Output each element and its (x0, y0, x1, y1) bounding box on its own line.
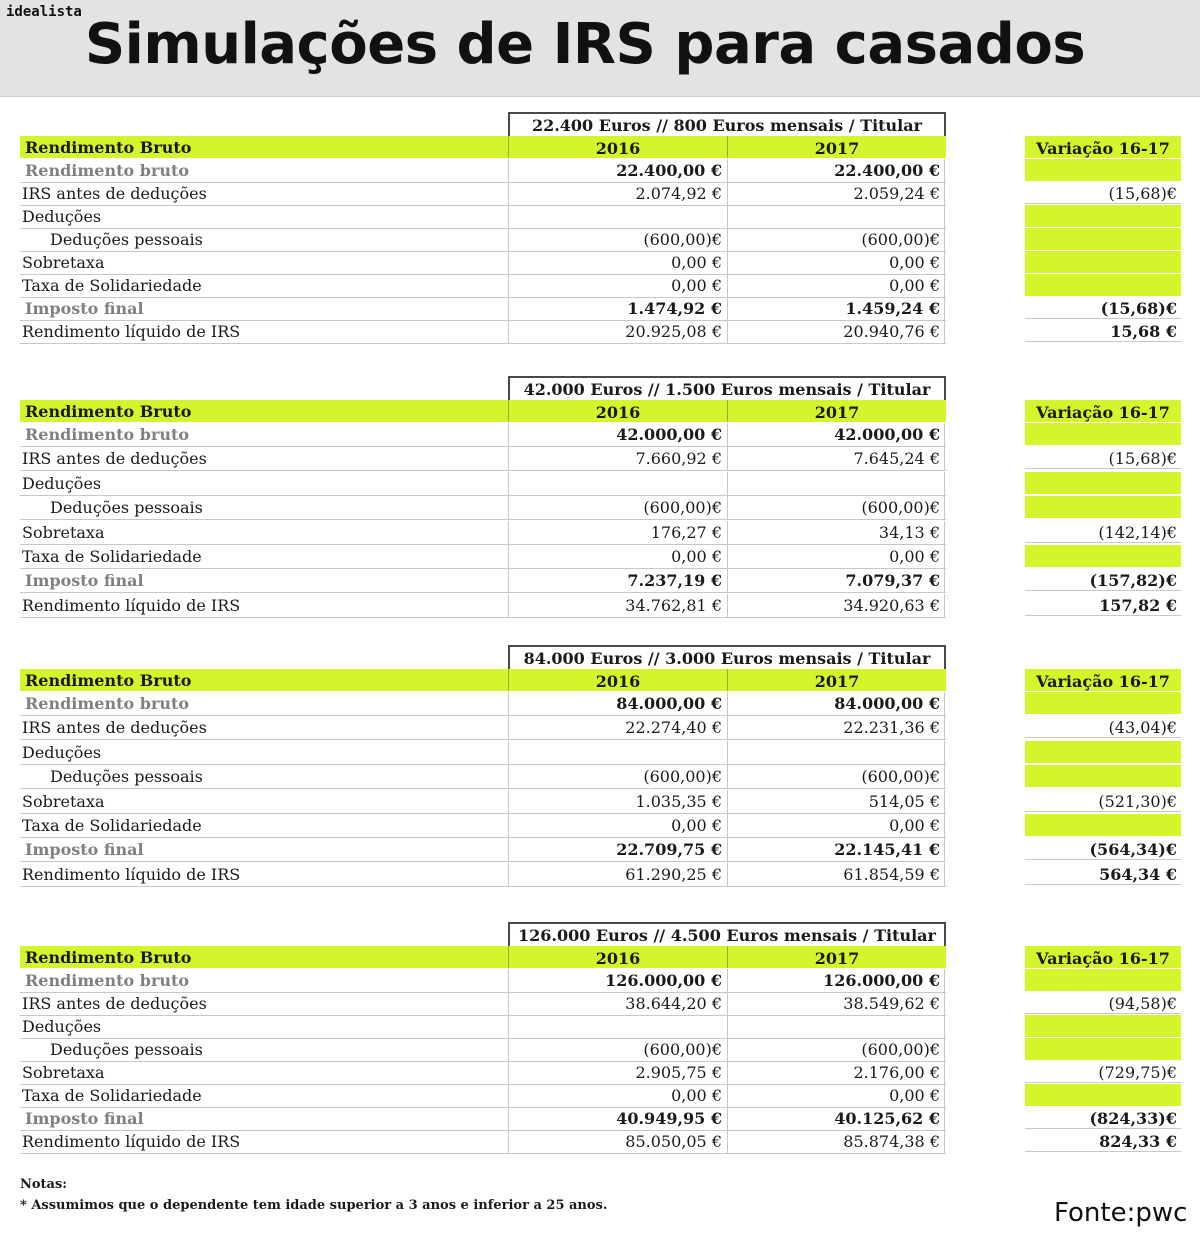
header-year-2017: 2017 (727, 669, 946, 691)
value-2017: 0,00 € (727, 1084, 945, 1107)
table-row (20, 447, 946, 471)
value-2016: 7.237,19 € (508, 569, 726, 592)
variation-cell (1025, 969, 1181, 991)
row-label: Rendimento bruto (25, 971, 190, 990)
variation-cell (1025, 251, 1181, 273)
value-2017: 0,00 € (727, 545, 945, 568)
header-year-2017: 2017 (727, 946, 946, 968)
value-2017: 61.854,59 € (727, 863, 945, 886)
variation-cell: (15,68)€ (1025, 182, 1181, 204)
table-caption: 42.000 Euros // 1.500 Euros mensais / Titular (508, 376, 946, 400)
header-year-2017: 2017 (727, 400, 946, 422)
value-2016 (508, 1015, 726, 1038)
row-label: Deduções (22, 473, 102, 493)
header-year-2016: 2016 (508, 669, 727, 691)
variation-cell: (157,82)€ (1025, 569, 1181, 591)
row-label: Sobretaxa (22, 253, 105, 272)
variation-cell (1025, 274, 1181, 296)
table-header-row (20, 669, 946, 691)
value-2017: 1.459,24 € (727, 297, 945, 320)
value-2016 (508, 472, 726, 495)
value-2017: 84.000,00 € (727, 692, 945, 715)
table-row (20, 1061, 946, 1085)
table-row (20, 863, 946, 887)
row-label: Taxa de Solidariedade (22, 816, 202, 835)
table-row (20, 159, 946, 183)
variation-header: Variação 16-17 (1025, 669, 1181, 691)
value-2016: 1.474,92 € (508, 297, 726, 320)
notes-text: * Assumimos que o dependente tem idade superior a 3 anos e inferior a 25 anos. (20, 1198, 608, 1213)
variation-cell: (94,58)€ (1025, 992, 1181, 1014)
value-2016: 126.000,00 € (508, 969, 726, 992)
row-label: Taxa de Solidariedade (22, 276, 202, 295)
value-2016 (508, 205, 726, 228)
notes-title: Notas: (20, 1177, 68, 1192)
value-2017: 514,05 € (727, 790, 945, 813)
table-row (20, 1084, 946, 1108)
table-row (20, 320, 946, 344)
row-label: Deduções pessoais (50, 498, 203, 518)
row-label: Sobretaxa (22, 791, 105, 811)
value-2017: (600,00)€ (727, 765, 945, 788)
variation-cell (1025, 814, 1181, 836)
table-row (20, 814, 946, 838)
value-2017: 42.000,00 € (727, 423, 945, 446)
row-label: Imposto final (25, 1109, 144, 1128)
row-label: Imposto final (25, 299, 144, 318)
row-label: Rendimento líquido de IRS (22, 322, 241, 341)
table-row (20, 969, 946, 993)
variation-cell (1025, 1015, 1181, 1037)
value-2016: (600,00)€ (508, 228, 726, 251)
table-row (20, 545, 946, 569)
value-2016: 0,00 € (508, 274, 726, 297)
row-label: Sobretaxa (22, 522, 105, 542)
value-2017: 22.400,00 € (727, 159, 945, 182)
table-row (20, 1038, 946, 1062)
variation-cell: 564,34 € (1025, 863, 1181, 885)
value-2016: 38.644,20 € (508, 992, 726, 1015)
value-2017: 7.645,24 € (727, 447, 945, 470)
variation-cell (1025, 228, 1181, 250)
variation-header: Variação 16-17 (1025, 400, 1181, 422)
variation-cell (1025, 545, 1181, 567)
header-year-2017: 2017 (727, 136, 946, 158)
variation-header: Variação 16-17 (1025, 136, 1181, 158)
value-2017: 126.000,00 € (727, 969, 945, 992)
value-2016: (600,00)€ (508, 765, 726, 788)
value-2017 (727, 1015, 945, 1038)
header-label: Rendimento Bruto (25, 402, 192, 421)
value-2016: 85.050,05 € (508, 1130, 726, 1153)
table-row (20, 790, 946, 814)
table-row (20, 716, 946, 740)
value-2016: (600,00)€ (508, 496, 726, 519)
value-2016: 22.709,75 € (508, 838, 726, 861)
value-2016: 2.905,75 € (508, 1061, 726, 1084)
value-2016: 0,00 € (508, 814, 726, 837)
row-label: Deduções (22, 1017, 102, 1036)
value-2017: 40.125,62 € (727, 1107, 945, 1130)
table-row (20, 496, 946, 520)
row-label: Sobretaxa (22, 1063, 105, 1082)
table-row (20, 1107, 946, 1131)
value-2016: 34.762,81 € (508, 594, 726, 617)
table-caption: 126.000 Euros // 4.500 Euros mensais / Titular (508, 922, 946, 946)
value-2017: (600,00)€ (727, 1038, 945, 1061)
value-2016: 22.274,40 € (508, 716, 726, 739)
variation-cell: (15,68)€ (1025, 297, 1181, 319)
value-2016: 176,27 € (508, 521, 726, 544)
table-header-row (20, 136, 946, 158)
value-2016: 0,00 € (508, 251, 726, 274)
table-row (20, 472, 946, 496)
value-2016: 22.400,00 € (508, 159, 726, 182)
table-row (20, 274, 946, 298)
variation-cell (1025, 741, 1181, 763)
variation-cell: 157,82 € (1025, 594, 1181, 616)
value-2017: 2.176,00 € (727, 1061, 945, 1084)
table-row (20, 228, 946, 252)
header-year-2016: 2016 (508, 400, 727, 422)
value-2017: 7.079,37 € (727, 569, 945, 592)
variation-cell: (43,04)€ (1025, 716, 1181, 738)
variation-cell (1025, 765, 1181, 787)
value-2017: 22.231,36 € (727, 716, 945, 739)
table-caption: 22.400 Euros // 800 Euros mensais / Titular (508, 112, 946, 136)
row-label: Rendimento bruto (25, 425, 190, 444)
table-row (20, 1015, 946, 1039)
variation-header: Variação 16-17 (1025, 946, 1181, 968)
variation-cell: (824,33)€ (1025, 1107, 1181, 1129)
header-year-2016: 2016 (508, 946, 727, 968)
page-title: Simulações de IRS para casados (84, 12, 1086, 77)
value-2017: 22.145,41 € (727, 838, 945, 861)
table-row (20, 297, 946, 321)
row-label: Imposto final (25, 571, 144, 591)
table-row (20, 521, 946, 545)
table-row (20, 992, 946, 1016)
row-label: Taxa de Solidariedade (22, 547, 202, 566)
value-2017: 34.920,63 € (727, 594, 945, 617)
table-row (20, 838, 946, 862)
table-row (20, 423, 946, 447)
table-header-row (20, 946, 946, 968)
row-label: Rendimento bruto (25, 694, 190, 713)
variation-cell (1025, 205, 1181, 227)
row-label: Deduções pessoais (50, 1040, 203, 1059)
row-label: Taxa de Solidariedade (22, 1086, 202, 1105)
row-label: Rendimento líquido de IRS (22, 595, 241, 615)
header-label: Rendimento Bruto (25, 671, 192, 690)
variation-cell (1025, 472, 1181, 494)
value-2017: 0,00 € (727, 251, 945, 274)
table-row (20, 765, 946, 789)
value-2016: 1.035,35 € (508, 790, 726, 813)
row-label: IRS antes de deduções (22, 994, 207, 1013)
value-2017: 20.940,76 € (727, 320, 945, 343)
value-2017: 34,13 € (727, 521, 945, 544)
row-label: IRS antes de deduções (22, 449, 207, 469)
variation-cell: (564,34)€ (1025, 838, 1181, 860)
table-row (20, 569, 946, 593)
row-label: Deduções (22, 207, 102, 226)
variation-cell (1025, 496, 1181, 518)
row-label: Deduções pessoais (50, 767, 203, 787)
header-label: Rendimento Bruto (25, 948, 192, 967)
variation-cell: (142,14)€ (1025, 521, 1181, 543)
variation-cell: 15,68 € (1025, 320, 1181, 342)
row-label: Rendimento líquido de IRS (22, 864, 241, 884)
variation-cell (1025, 423, 1181, 445)
variation-cell (1025, 1084, 1181, 1106)
row-label: Deduções (22, 742, 102, 762)
brand-logo: idealista (6, 4, 82, 20)
value-2016: 42.000,00 € (508, 423, 726, 446)
value-2017 (727, 741, 945, 764)
value-2017: (600,00)€ (727, 496, 945, 519)
value-2017: (600,00)€ (727, 228, 945, 251)
table-row (20, 692, 946, 716)
value-2016: 0,00 € (508, 1084, 726, 1107)
header-year-2016: 2016 (508, 136, 727, 158)
value-2016: 2.074,92 € (508, 182, 726, 205)
row-label: Deduções pessoais (50, 230, 203, 249)
table-row (20, 1130, 946, 1154)
value-2017: 85.874,38 € (727, 1130, 945, 1153)
value-2017 (727, 472, 945, 495)
row-label: Imposto final (25, 840, 144, 860)
value-2017: 0,00 € (727, 814, 945, 837)
table-row (20, 182, 946, 206)
value-2016: 61.290,25 € (508, 863, 726, 886)
variation-cell (1025, 159, 1181, 181)
variation-cell: (15,68)€ (1025, 447, 1181, 469)
value-2016: 0,00 € (508, 545, 726, 568)
value-2017: 0,00 € (727, 274, 945, 297)
row-label: Rendimento bruto (25, 161, 190, 180)
variation-cell (1025, 1038, 1181, 1060)
variation-cell: (729,75)€ (1025, 1061, 1181, 1083)
source-label: Fonte:pwc (1054, 1198, 1188, 1228)
value-2016 (508, 741, 726, 764)
variation-cell: 824,33 € (1025, 1130, 1181, 1152)
value-2017: 38.549,62 € (727, 992, 945, 1015)
table-row (20, 251, 946, 275)
row-label: Rendimento líquido de IRS (22, 1132, 241, 1151)
title-banner (0, 0, 1200, 97)
table-header-row (20, 400, 946, 422)
value-2016: 84.000,00 € (508, 692, 726, 715)
value-2017: 2.059,24 € (727, 182, 945, 205)
header-label: Rendimento Bruto (25, 138, 192, 157)
table-row (20, 741, 946, 765)
value-2016: 20.925,08 € (508, 320, 726, 343)
row-label: IRS antes de deduções (22, 718, 207, 738)
variation-cell (1025, 692, 1181, 714)
table-row (20, 205, 946, 229)
table-row (20, 594, 946, 618)
table-caption: 84.000 Euros // 3.000 Euros mensais / Titular (508, 645, 946, 669)
value-2017 (727, 205, 945, 228)
value-2016: 7.660,92 € (508, 447, 726, 470)
value-2016: 40.949,95 € (508, 1107, 726, 1130)
row-label: IRS antes de deduções (22, 184, 207, 203)
variation-cell: (521,30)€ (1025, 790, 1181, 812)
value-2016: (600,00)€ (508, 1038, 726, 1061)
